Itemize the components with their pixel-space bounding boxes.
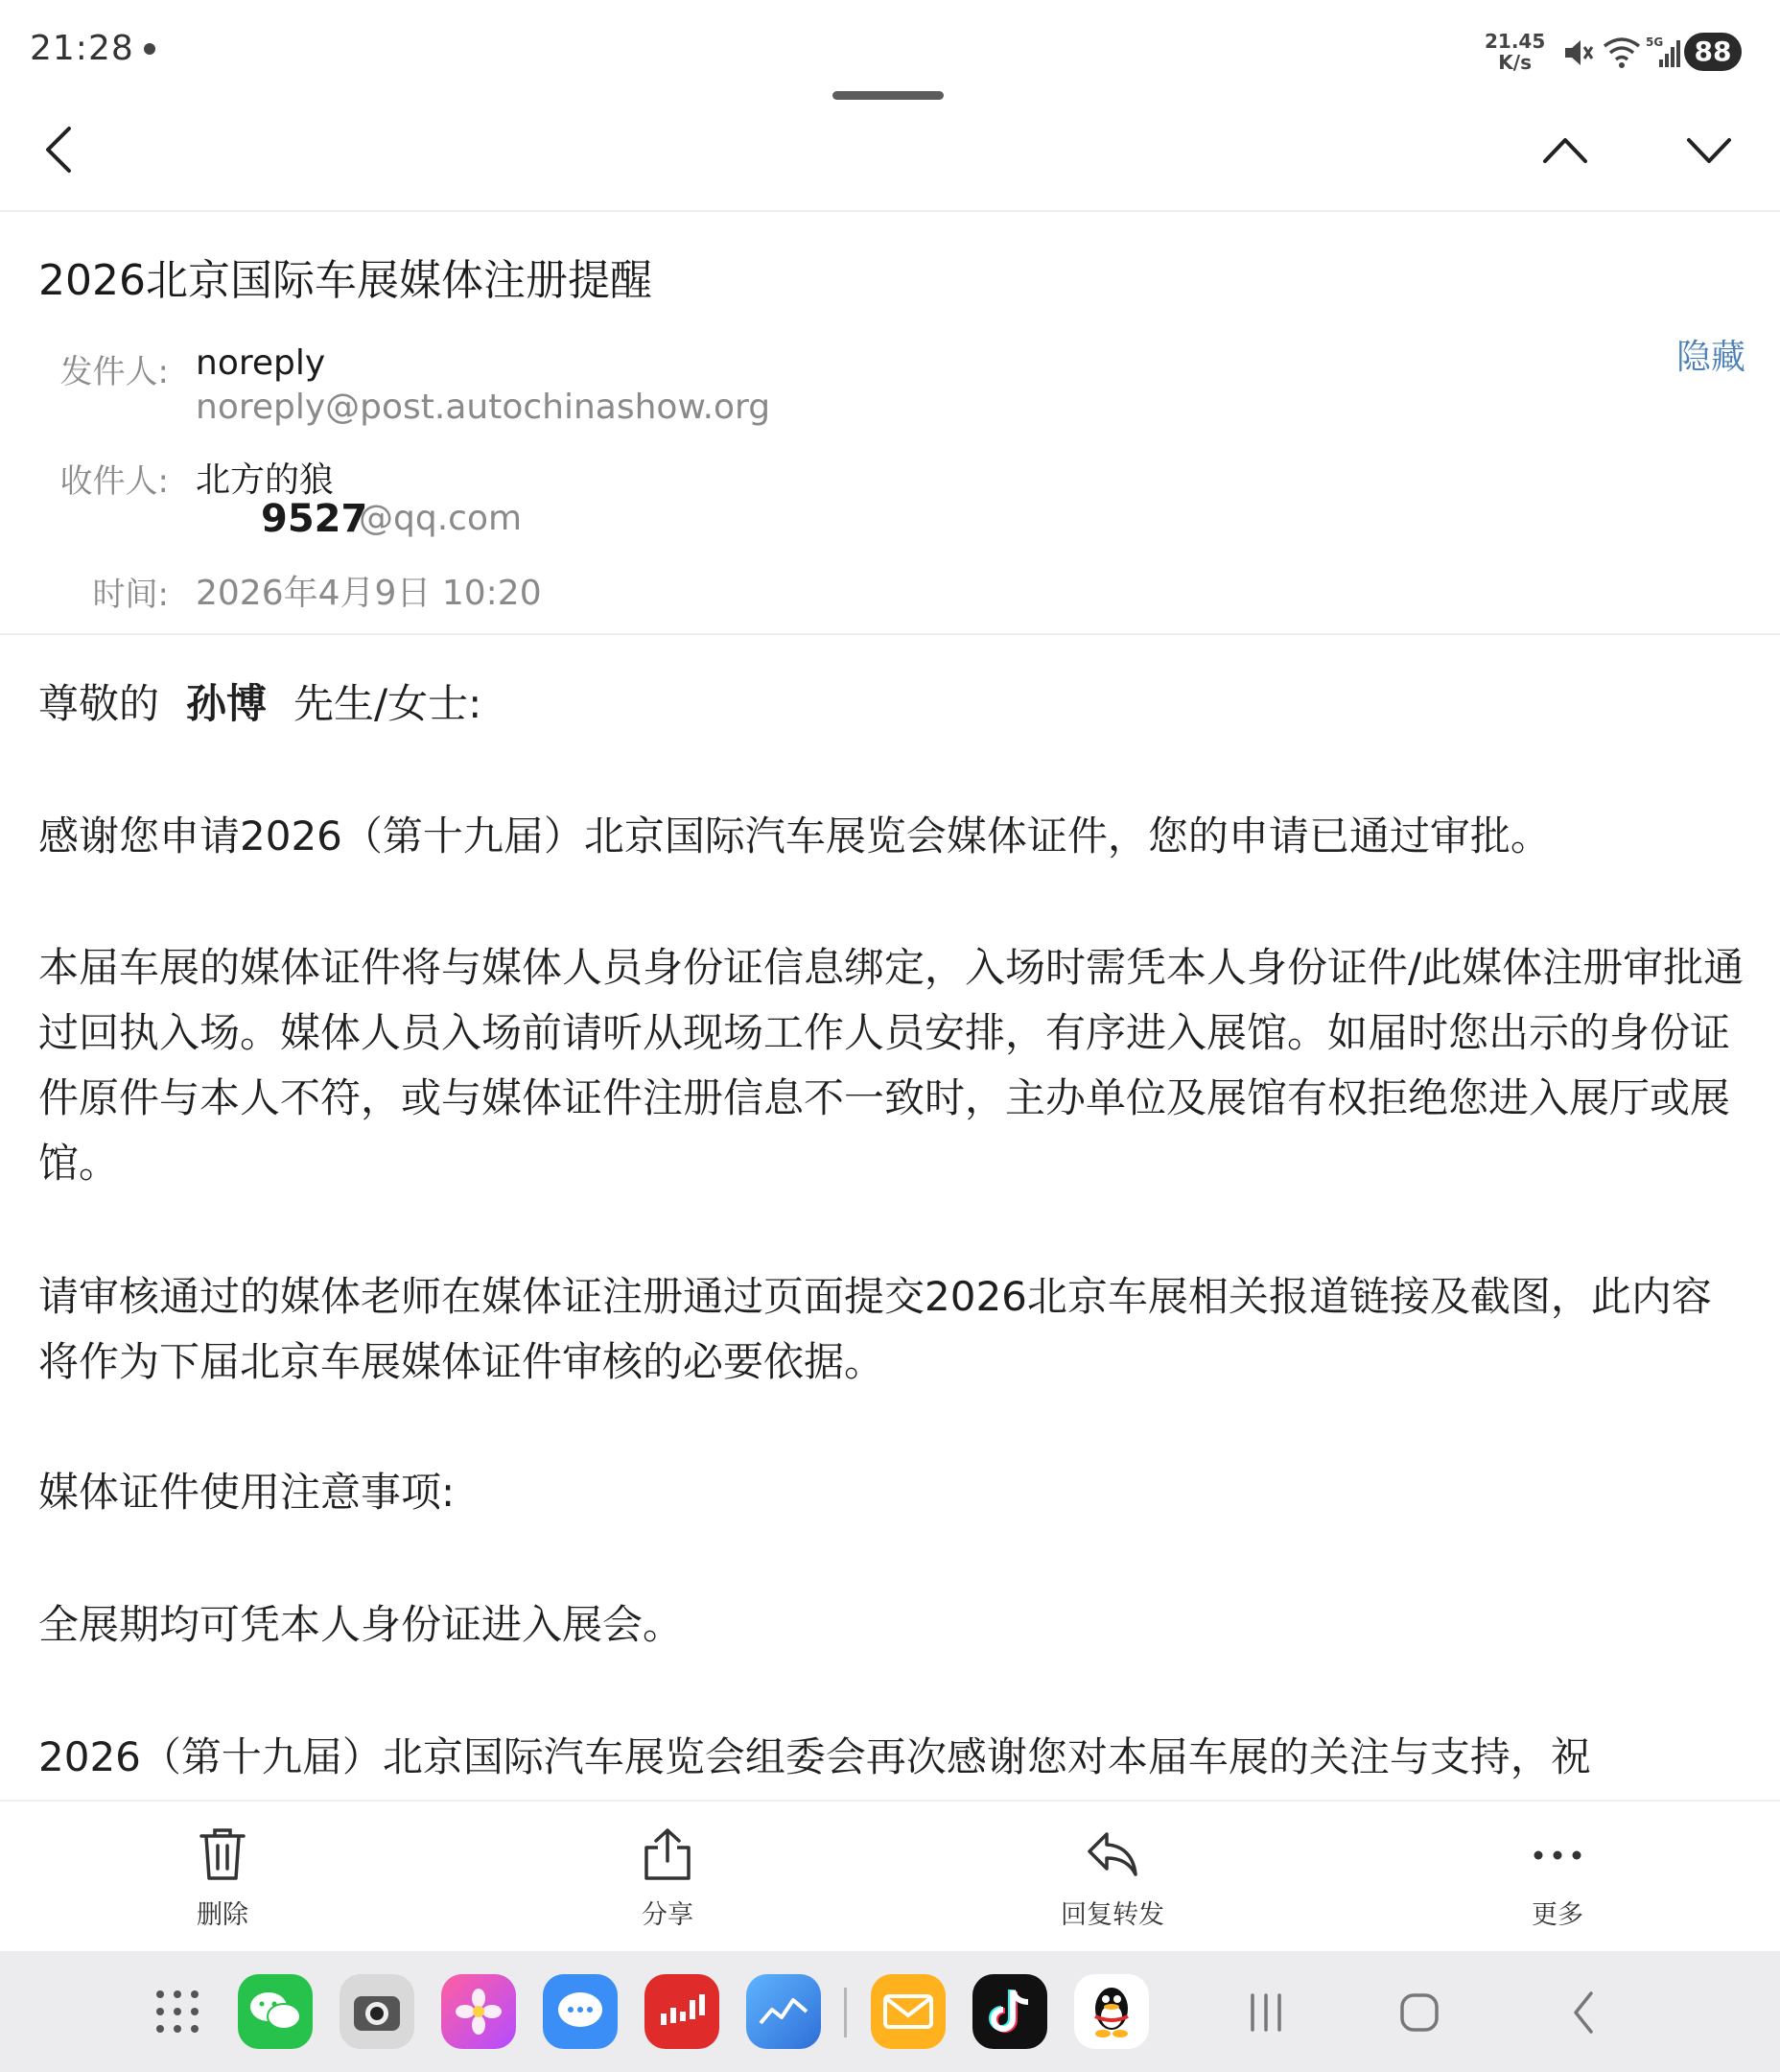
recipient-name[interactable]: 北方的狼 <box>196 460 335 500</box>
email-app-icon[interactable] <box>871 1974 946 2049</box>
recipient-label: 收件人: <box>59 462 169 501</box>
drag-handle[interactable] <box>832 91 944 100</box>
network-speed-unit: K/s <box>1498 51 1532 74</box>
tiktok-icon[interactable] <box>972 1974 1047 2049</box>
greeting-suffix: 先生/女士: <box>293 680 482 727</box>
sender-email[interactable]: noreply@post.autochinashow.org <box>196 388 771 427</box>
sender-name[interactable]: noreply <box>196 343 326 383</box>
share-button[interactable] <box>572 1826 763 1931</box>
hide-details-link[interactable]: 隐藏 <box>1676 338 1746 377</box>
reply-forward-label: 回复转发 <box>1061 1900 1164 1930</box>
qq-icon[interactable] <box>1074 1974 1149 2049</box>
battery-badge: 88 <box>1684 33 1742 71</box>
body-paragraph: 全展期均可凭本人身份证进入展会。 <box>38 1601 684 1648</box>
more-label: 更多 <box>1532 1900 1583 1930</box>
reply-icon <box>1084 1826 1141 1882</box>
signal-5g-icon <box>1646 35 1684 69</box>
network-speed <box>1485 31 1545 73</box>
reply-forward-button[interactable] <box>1017 1826 1208 1931</box>
recipient-id[interactable]: 9527 <box>261 497 368 541</box>
recipient-domain[interactable]: @qq.com <box>359 499 523 538</box>
more-icon <box>1529 1826 1586 1882</box>
more-button[interactable] <box>1462 1826 1653 1931</box>
share-icon <box>641 1826 694 1882</box>
chevron-left-icon <box>38 123 77 177</box>
divider <box>0 633 1780 635</box>
delete-button[interactable] <box>127 1826 318 1931</box>
back-nav-icon[interactable] <box>1554 1984 1611 2041</box>
previous-email-button[interactable] <box>1527 111 1604 188</box>
trash-icon <box>198 1826 247 1882</box>
greeting-prefix: 尊敬的 <box>38 680 160 727</box>
action-toolbar <box>0 1800 1780 1953</box>
chevron-down-icon <box>1685 130 1733 169</box>
greeting <box>38 671 1745 737</box>
share-label: 分享 <box>642 1900 693 1930</box>
body-paragraph: 2026（第十九届）北京国际汽车展览会组委会再次感谢您对本届车展的关注与支持，祝 <box>38 1733 1591 1780</box>
recents-nav-icon[interactable] <box>1237 1984 1295 2041</box>
body-paragraph: 感谢您申请2026（第十九届）北京国际汽车展览会媒体证件，您的申请已通过审批。 <box>38 812 1551 859</box>
body-paragraph: 请审核通过的媒体老师在媒体证注册通过页面提交2026北京车展相关报道链接及截图，此内容将作为下届北京车展媒体证件审核的必要依据。 <box>38 1273 1712 1385</box>
next-email-button[interactable] <box>1671 111 1747 188</box>
time-value: 2026年4月9日 10:20 <box>196 574 542 613</box>
body-paragraph: 媒体证件使用注意事项: <box>38 1469 456 1516</box>
chart-app-icon[interactable] <box>746 1974 821 2049</box>
stocks-icon[interactable] <box>644 1974 719 2049</box>
divider <box>0 210 1780 212</box>
mute-icon <box>1561 36 1594 69</box>
back-button[interactable] <box>19 111 96 188</box>
email-subject: 2026北京国际车展媒体注册提醒 <box>38 256 652 305</box>
home-nav-icon[interactable] <box>1391 1984 1448 2041</box>
network-speed-value: 21.45 <box>1485 30 1546 53</box>
messages-icon[interactable] <box>543 1974 618 2049</box>
status-time: 21:28 <box>30 29 134 68</box>
body-paragraph: 本届车展的媒体证件将与媒体人员身份证信息绑定，入场时需凭本人身份证件/此媒体注册审批通过回执入场。媒体人员入场前请听从现场工作人员安排，有序进入展馆。如届时您出示的身份证件原件与本人不符，或与媒体证件注册信息不一致时，主办单位及展馆有权拒绝您进入展厅或展馆。 <box>38 944 1745 1187</box>
sender-label: 发件人: <box>59 353 169 391</box>
gallery-icon[interactable] <box>441 1974 516 2049</box>
app-dock <box>0 1951 1780 2072</box>
dock-divider <box>844 1988 847 2037</box>
camera-icon[interactable] <box>340 1974 414 2049</box>
chevron-up-icon <box>1541 130 1589 169</box>
svg-text:5G: 5G <box>1646 35 1664 49</box>
greeting-name: 孙博 <box>186 680 268 727</box>
delete-label: 删除 <box>197 1900 248 1930</box>
wechat-icon[interactable] <box>238 1974 313 2049</box>
notification-dot-icon <box>144 43 155 55</box>
wifi-icon <box>1602 35 1642 69</box>
time-label: 时间: <box>92 576 169 614</box>
app-drawer-icon[interactable] <box>140 1974 215 2049</box>
